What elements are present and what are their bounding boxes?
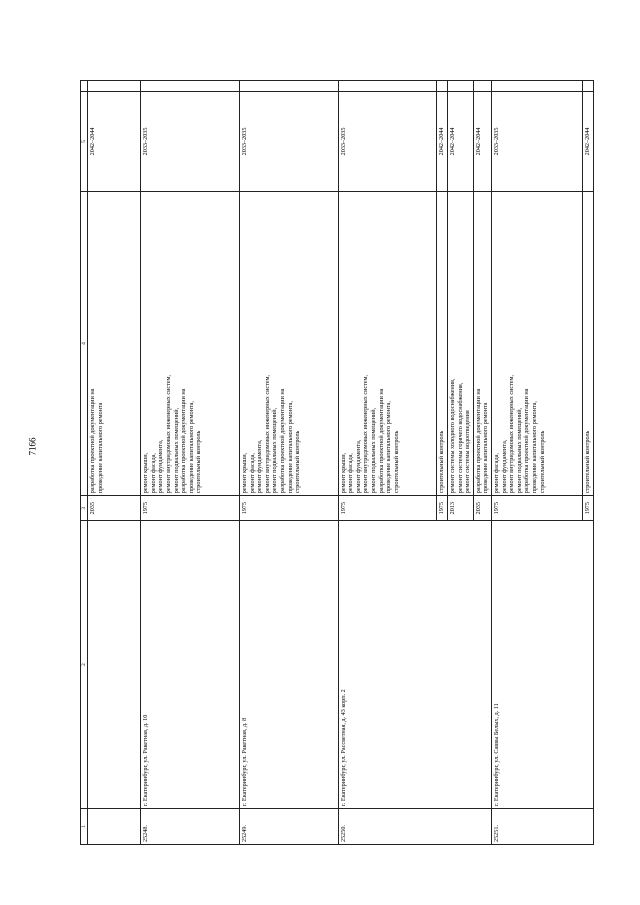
repair-period: 2033–2035	[338, 92, 437, 192]
repair-period: 2033–2035	[141, 92, 240, 192]
work-item: ремонт системы холодного водоснабжения,	[449, 378, 457, 494]
construction-year: 1975	[437, 496, 448, 521]
work-item: ремонт системы водоотведения	[464, 410, 472, 494]
work-item: разработка проектной документации на	[474, 388, 482, 494]
works-list	[492, 191, 583, 495]
work-item: ремонт фундамента,	[157, 439, 165, 494]
empty-cell	[338, 81, 437, 92]
empty-cell	[88, 81, 141, 92]
work-item: строительный контроль	[392, 430, 400, 494]
empty-cell	[437, 81, 448, 92]
work-item: ремонт внутридомовых инженерных систем,	[362, 374, 370, 494]
construction-year: 2035	[88, 496, 141, 521]
works-list	[141, 191, 240, 495]
work-item: проведение капитального ремонта,	[187, 401, 195, 494]
works-list	[448, 191, 474, 495]
row-number: 25249.	[239, 809, 338, 845]
work-item: ремонт фасада,	[347, 453, 355, 494]
work-item: строительный контроль	[438, 430, 446, 494]
repair-period: 2042–2044	[437, 92, 448, 192]
work-item: ремонт фасада,	[493, 453, 500, 494]
work-item: ремонт крыши,	[240, 452, 248, 494]
work-item: ремонт подвальных помещений,	[370, 407, 378, 494]
work-item: ремонт внутридомовых инженерных систем,	[164, 374, 172, 494]
address: г. Екатеринбург, ул. Рассветная, д. 43 корп. 2	[338, 521, 491, 809]
work-item: строительный контроль	[538, 430, 546, 494]
header-row	[81, 81, 88, 845]
address: г. Екатеринбург, ул. Ракетная, д. 10	[141, 521, 240, 809]
header-cell-1: 1	[81, 809, 88, 845]
header-cell-4: 4	[81, 191, 88, 495]
header-cell-2: 2	[81, 521, 88, 809]
construction-year: 1975	[141, 496, 240, 521]
table-row	[88, 81, 141, 845]
works-list	[239, 191, 338, 495]
repair-period: 2042–2044	[473, 92, 491, 192]
work-item: ремонт внутридомовых инженерных систем,	[508, 374, 516, 494]
work-item: проведение капитального ремонта	[482, 402, 490, 494]
empty-cell	[473, 81, 491, 92]
work-item: ремонт фундамента,	[256, 439, 264, 494]
repair-schedule-table	[80, 80, 594, 845]
works-list	[473, 191, 491, 495]
work-item: разработка проектной документации на	[523, 388, 531, 494]
table-row	[239, 81, 338, 845]
works-list	[338, 191, 437, 495]
row-number: 25250.	[338, 809, 491, 845]
repair-period: 2033–2035	[492, 92, 583, 192]
empty-cell	[448, 81, 474, 92]
construction-year: 2035	[473, 496, 491, 521]
work-item: разработка проектной документации на	[180, 388, 188, 494]
work-item: разработка проектной документации на	[89, 388, 96, 494]
work-item: разработка проектной документации на	[377, 388, 385, 494]
repair-period: 2033–2035	[239, 92, 338, 192]
works-list	[88, 191, 141, 495]
work-item: строительный контроль	[584, 430, 592, 494]
header-cell-5: 5	[81, 92, 88, 192]
work-item: строительный контроль	[195, 430, 203, 494]
construction-year: 1975	[338, 496, 437, 521]
work-item: ремонт фасада,	[149, 453, 157, 494]
work-item: проведение капитального ремонта	[96, 402, 104, 494]
repair-period: 2042–2044	[88, 92, 141, 192]
table-landscape	[80, 80, 600, 845]
construction-year: 1975	[239, 496, 338, 521]
work-item: проведение капитального ремонта,	[530, 401, 538, 494]
work-item: ремонт системы горячего водоснабжения,	[456, 382, 464, 494]
work-item: ремонт подвальных помещений,	[172, 407, 180, 494]
work-item: ремонт крыши,	[142, 452, 150, 494]
table-row	[338, 81, 437, 845]
work-item: строительный контроль	[294, 430, 302, 494]
work-item: проведение капитального ремонта,	[286, 401, 294, 494]
work-item: проведение капитального ремонта,	[385, 401, 393, 494]
address	[88, 521, 141, 809]
empty-cell	[583, 81, 594, 92]
work-item: ремонт фундамента,	[354, 439, 362, 494]
table-row	[492, 81, 583, 845]
work-item: разработка проектной документации на	[278, 388, 286, 494]
repair-period: 2042–2044	[448, 92, 474, 192]
works-list	[583, 191, 594, 495]
header-cell-6	[81, 81, 88, 92]
empty-cell	[239, 81, 338, 92]
row-number	[88, 809, 141, 845]
work-item: ремонт фундамента,	[500, 439, 508, 494]
row-number: 25248.	[141, 809, 240, 845]
construction-year: 2013	[448, 496, 474, 521]
construction-year: 1975	[583, 496, 594, 521]
page-number: 7166	[27, 437, 38, 456]
work-item: ремонт крыши,	[339, 452, 347, 494]
empty-cell	[492, 81, 583, 92]
empty-cell	[141, 81, 240, 92]
work-item: ремонт подвальных помещений,	[271, 407, 279, 494]
construction-year: 1975	[492, 496, 583, 521]
address: г. Екатеринбург, ул. Ракетная, д. 8	[239, 521, 338, 809]
work-item: ремонт фасада,	[248, 453, 256, 494]
work-item: ремонт подвальных помещений,	[515, 407, 523, 494]
row-number: 25251.	[492, 809, 594, 845]
table-row	[141, 81, 240, 845]
header-cell-3: 3	[81, 496, 88, 521]
work-item: ремонт внутридомовых инженерных систем,	[263, 374, 271, 494]
works-list	[437, 191, 448, 495]
repair-period: 2042–2044	[583, 92, 594, 192]
table-rotation-frame	[80, 80, 600, 845]
address: г. Екатеринбург, ул. Саввы Белых, д. 11	[492, 521, 594, 809]
